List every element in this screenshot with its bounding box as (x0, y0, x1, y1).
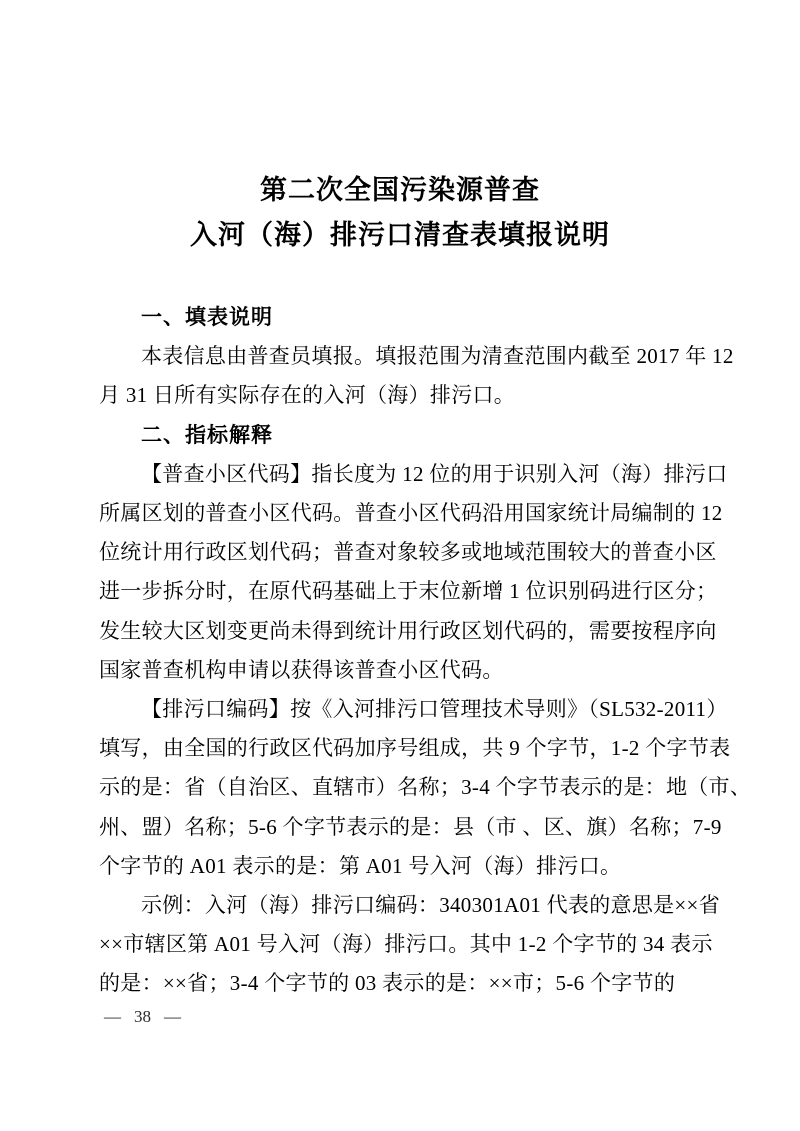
footer-dash-left: — (104, 1007, 121, 1026)
body-line: 所属区划的普查小区代码。普查小区代码沿用国家统计局编制的 12 (99, 501, 723, 526)
body-line: 【排污口编码】按《入河排污口管理技术导则》（SL532-2011） (141, 697, 728, 722)
body-line: 国家普查机构申请以获得该普查小区代码。 (99, 657, 504, 682)
body-line: 的是：××省；3-4 个字节的 03 表示的是：××市；5-6 个字节的 (99, 971, 676, 996)
body-line: 州、盟）名称；5-6 个字节表示的是：县（市 、区、旗）名称；7-9 (99, 814, 722, 839)
body-line: 发生较大区划变更尚未得到统计用行政区划代码的，需要按程序向 (99, 618, 717, 643)
body-line: 进一步拆分时，在原代码基础上于末位新增 1 位识别码进行区分； (99, 579, 718, 604)
body-line: 位统计用行政区划代码；普查对象较多或地域范围较大的普查小区 (99, 540, 717, 565)
body-line: 填写，由全国的行政区代码加序号组成，共 9 个字节，1-2 个字节表 (99, 736, 731, 761)
footer-dash-right: — (164, 1007, 181, 1026)
page-footer (104, 1005, 181, 1029)
document-title-line-2: 入河（海）排污口清查表填报说明 (190, 220, 610, 250)
body-line: ××市辖区第 A01 号入河（海）排污口。其中 1-2 个字节的 34 表示 (99, 932, 713, 957)
body-line: 示例：入河（海）排污口编码：340301A01 代表的意思是××省 (141, 893, 720, 918)
body-line: 【普查小区代码】指长度为 12 位的用于识别入河（海）排污口 (141, 461, 728, 486)
body-line: 月 31 日所有实际存在的入河（海）排污口。 (99, 383, 516, 408)
document-title-line-1: 第二次全国污染源普查 (260, 175, 540, 205)
body-line: 本表信息由普查员填报。填报范围为清查范围内截至 2017 年 12 (141, 344, 734, 369)
body-line: 个字节的 A01 表示的是：第 A01 号入河（海）排污口。 (99, 853, 622, 878)
document-body (99, 298, 752, 1004)
section-heading-2: 二、指标解释 (141, 423, 273, 447)
document-title (0, 168, 800, 258)
body-line: 示的是：省（自治区、直辖市）名称；3-4 个字节表示的是：地（市、 (99, 775, 752, 800)
section-heading-1: 一、填表说明 (141, 306, 273, 329)
page-number: 38 (134, 1007, 151, 1026)
